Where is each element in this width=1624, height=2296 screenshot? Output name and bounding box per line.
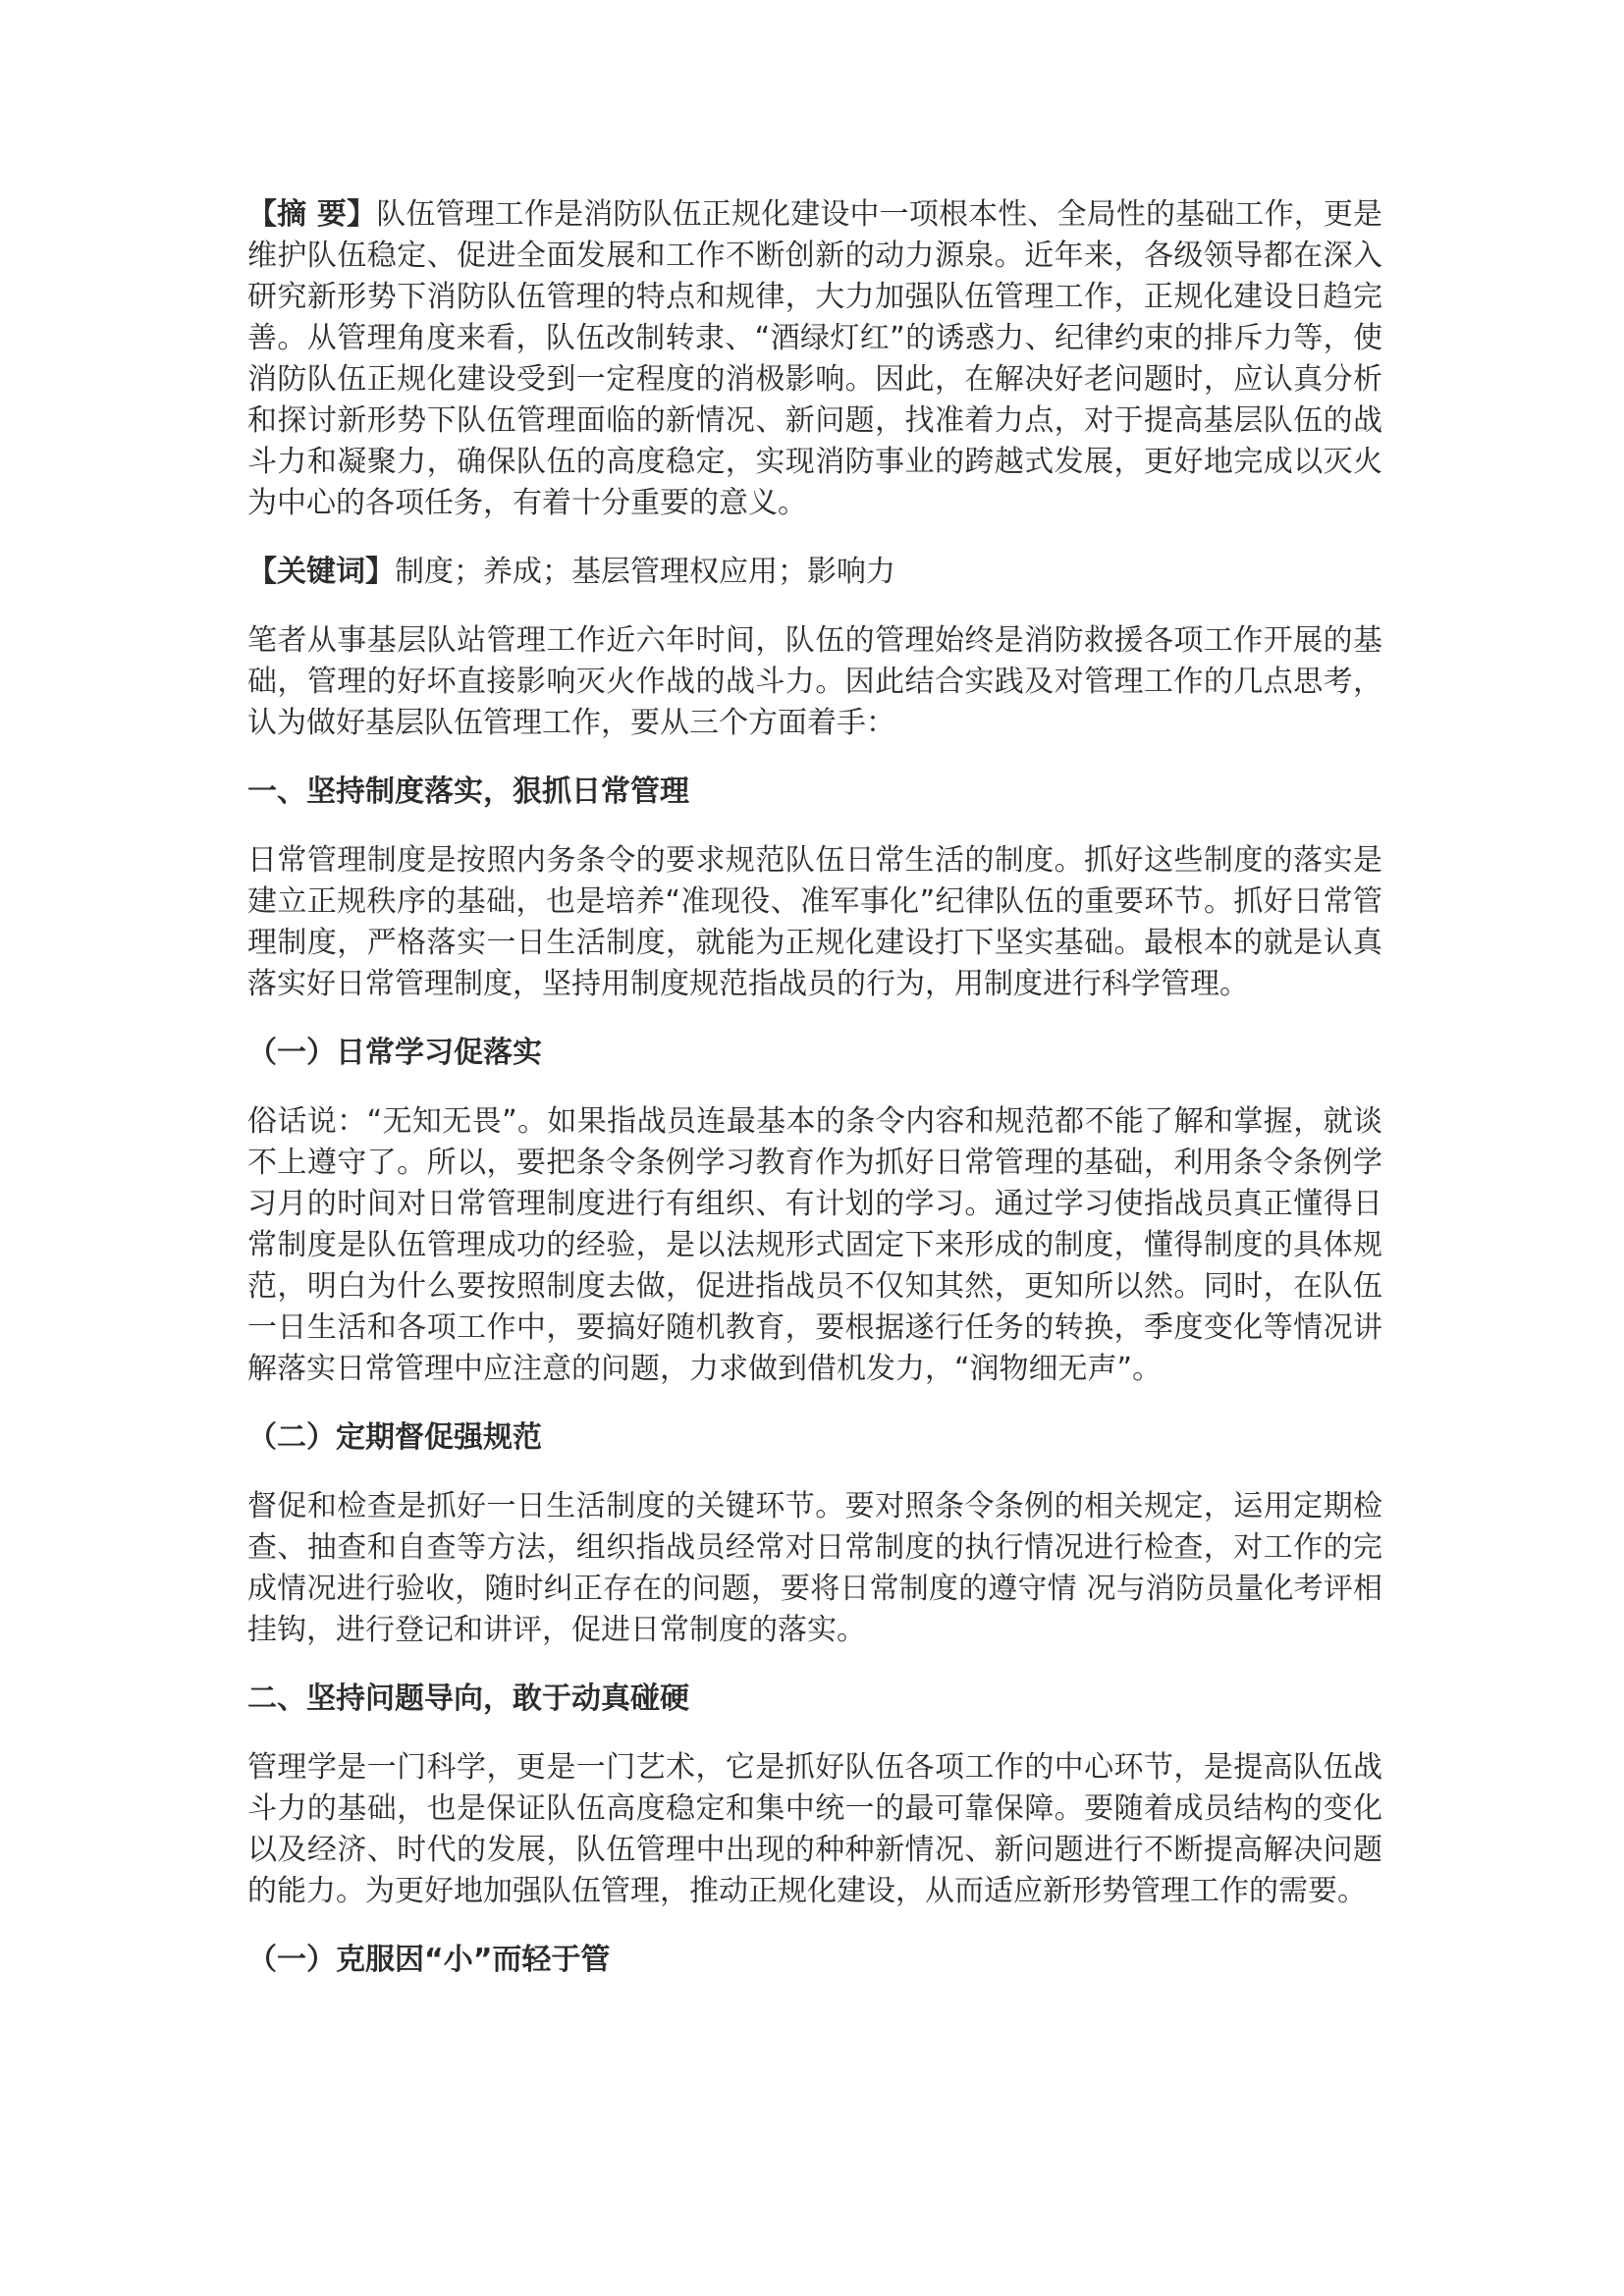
section2-paragraph: 管理学是一门科学，更是一门艺术，它是抓好队伍各项工作的中心环节，是提高队伍战斗力的基础，也是保证队伍高度稳定和集中统一的最可靠保障。要随着成员结构的变化以及经济、时代的发展，队伍管理中出现的种种新情况、新问题进行不断提高解决问题的能力。为更好地加强队伍管理，推动正规化建设，从而适应新形势管理工作的需要。 [247, 1750, 1382, 1908]
abstract-paragraph [247, 194, 1382, 524]
abstract-text: 队伍管理工作是消防队伍正规化建设中一项根本性、全局性的基础工作，更是维护队伍稳定、促进全面发展和工作不断创新的动力源泉。近年来，各级领导都在深入研究新形势下消防队伍管理的特点和规律，大力加强队伍管理工作，正规化建设日趋完善。从管理角度来看，队伍改制转隶、“酒绿灯红”的诱惑力、纪律约束的排斥力等，使消防队伍正规化建设受到一定程度的消极影响。因此，在解决好老问题时，应认真分析和探讨新形势下队伍管理面临的新情况、新问题，找准着力点，对于提高基层队伍的战斗力和凝聚力，确保队伍的高度稳定，实现消防事业的跨越式发展，更好地完成以灭火为中心的各项任务，有着十分重要的意义。 [247, 197, 1383, 520]
keywords-text: 制度；养成；基层管理权应用；影响力 [395, 555, 895, 589]
section1-sub2-heading: （二）定期督促强规范 [247, 1420, 542, 1455]
abstract-label: 【摘 要】 [247, 197, 377, 232]
section1-sub1-heading: （一）日常学习促落实 [247, 1036, 542, 1070]
section1-sub1-paragraph: 俗话说：“无知无畏”。如果指战员连最基本的条令内容和规范都不能了解和掌握，就谈不上遵守了。所以，要把条令条例学习教育作为抓好日常管理的基础，利用条令条例学习月的时间对日常管理制度进行有组织、有计划的学习。通过学习使指战员真正懂得日常制度是队伍管理成功的经验，是以法规形式固定下来形成的制度，懂得制度的具体规范，明白为什么要按照制度去做，促进指战员不仅知其然，更知所以然。同时，在队伍一日生活和各项工作中，要搞好随机教育，要根据遂行任务的转换，季度变化等情况讲解落实日常管理中应注意的问题，力求做到借机发力，“润物细无声”。 [247, 1104, 1382, 1386]
keywords-label: 【关键词】 [247, 555, 395, 589]
document-page [247, 194, 1382, 2008]
section1-sub2-paragraph: 督促和检查是抓好一日生活制度的关键环节。要对照条令条例的相关规定，运用定期检查、抽查和自查等方法，组织指战员经常对日常制度的执行情况进行检查，对工作的完成情况进行验收，随时纠正存在的问题，要将日常制度的遵守情 况与消防员量化考评相挂钩，进行登记和讲评，促进日常制度的落实。 [247, 1489, 1382, 1647]
section1-heading: 一、坚持制度落实，狠抓日常管理 [247, 774, 689, 809]
section2-sub1-heading: （一）克服因“小”而轻于管 [247, 1943, 611, 1977]
section1-paragraph: 日常管理制度是按照内务条令的要求规范队伍日常生活的制度。抓好这些制度的落实是建立正规秩序的基础，也是培养“准现役、准军事化”纪律队伍的重要环节。抓好日常管理制度，严格落实一日生活制度，就能为正规化建设打下坚实基础。最根本的就是认真落实好日常管理制度，坚持用制度规范指战员的行为，用制度进行科学管理。 [247, 843, 1382, 1001]
keywords-paragraph [247, 552, 1382, 593]
section2-heading: 二、坚持问题导向，敢于动真碰硬 [247, 1682, 689, 1716]
intro-paragraph: 笔者从事基层队站管理工作近六年时间，队伍的管理始终是消防救援各项工作开展的基础，管理的好坏直接影响灭火作战的战斗力。因此结合实践及对管理工作的几点思考，认为做好基层队伍管理工作，要从三个方面着手： [247, 623, 1382, 740]
